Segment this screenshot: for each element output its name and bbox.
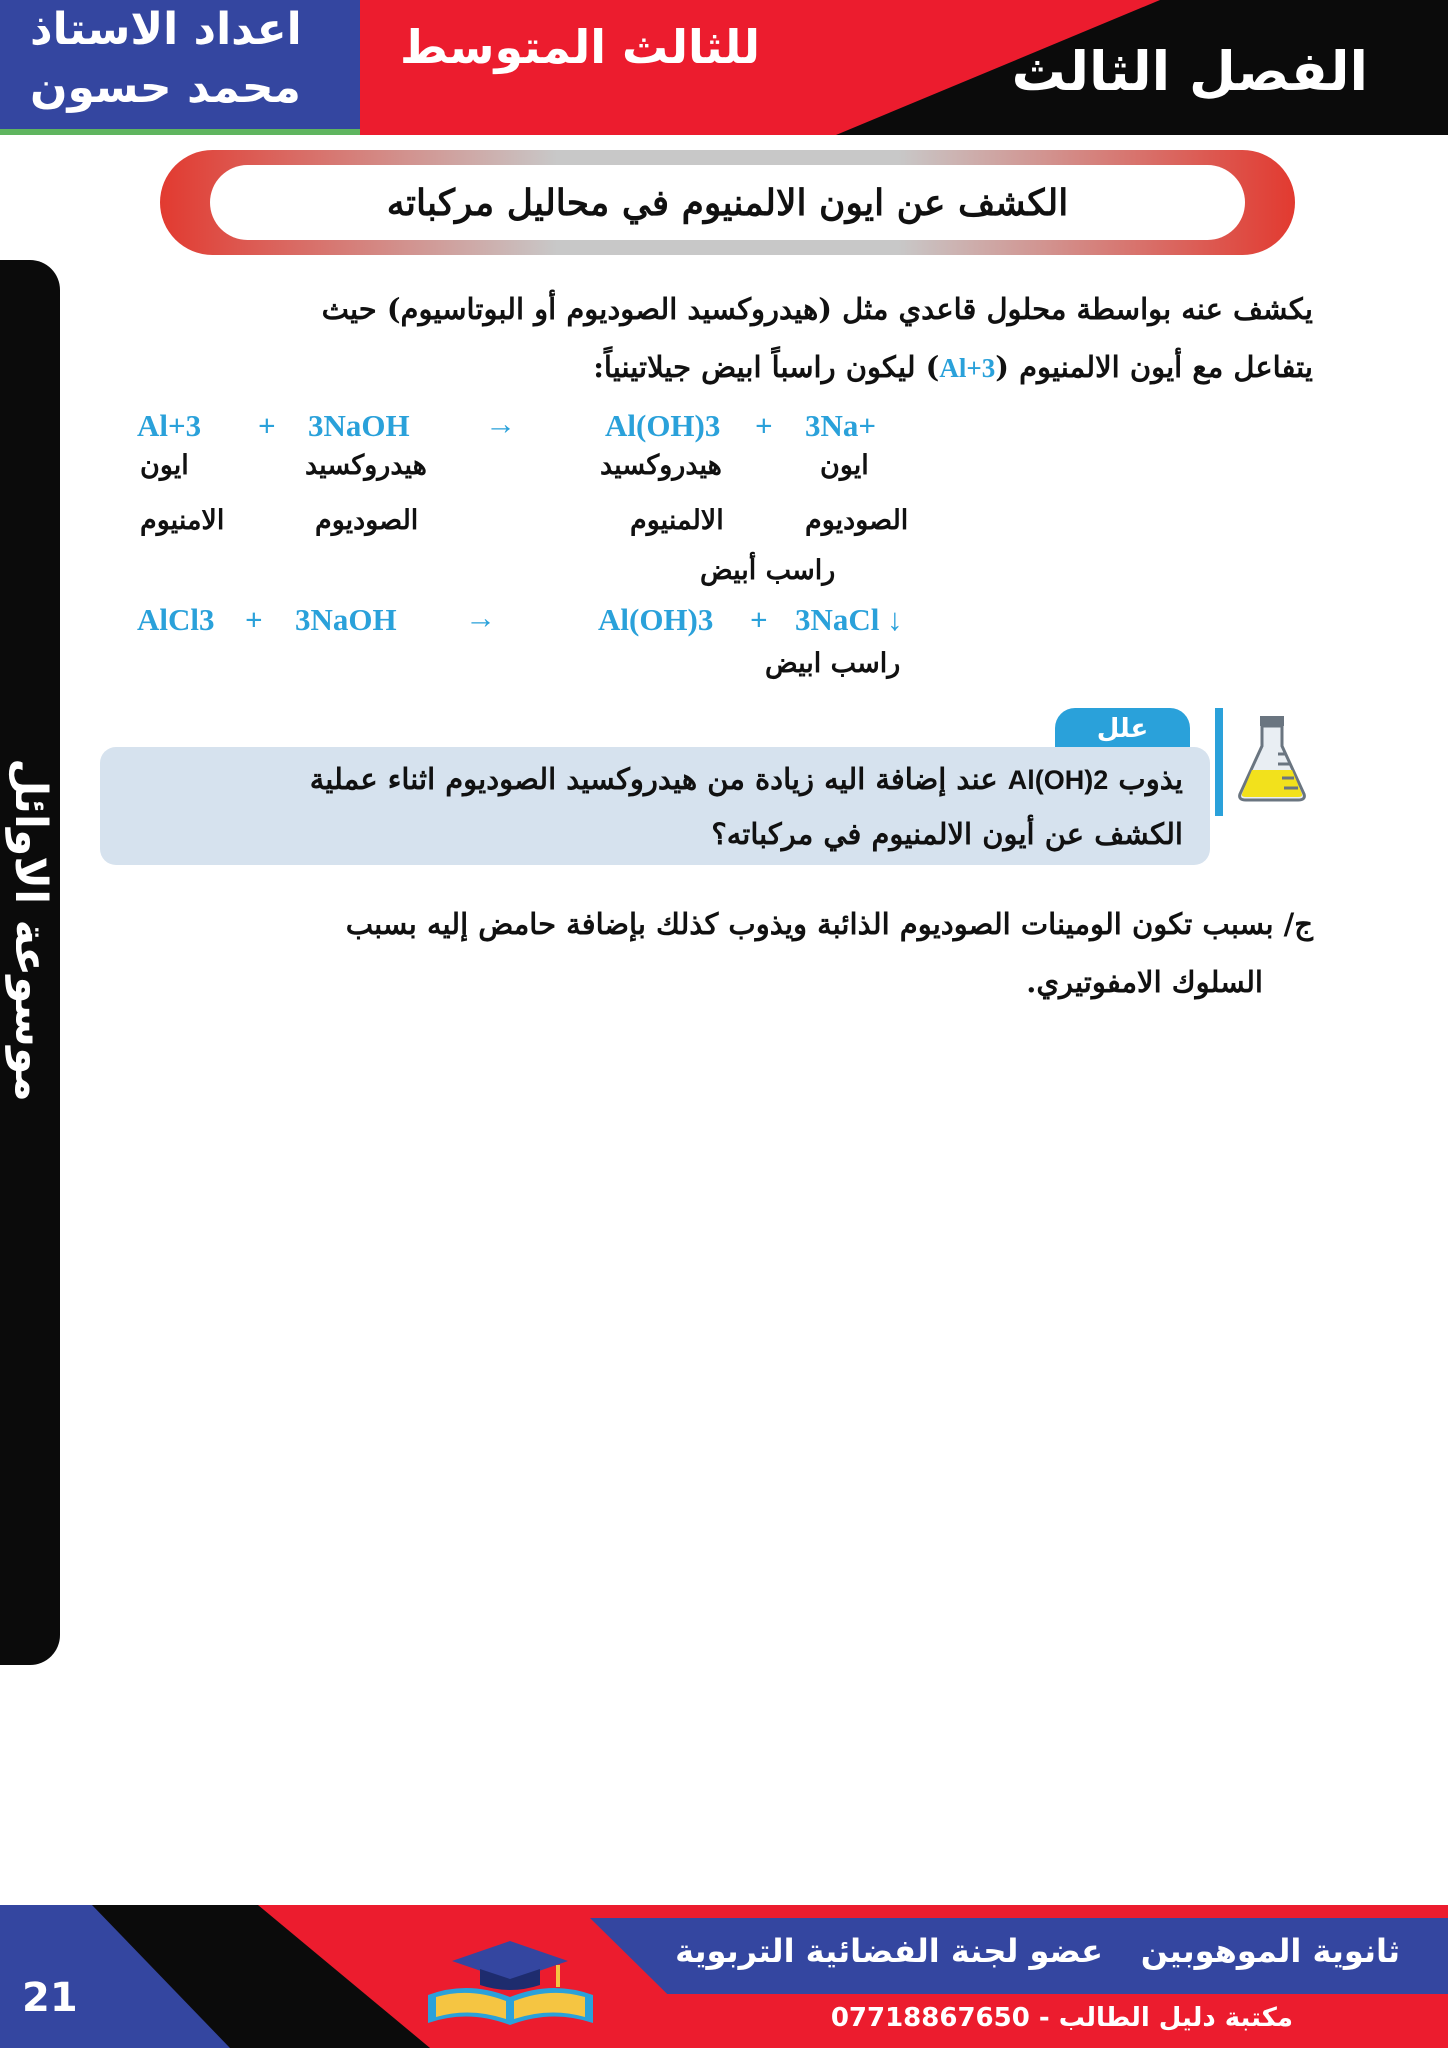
chapter-title: الفصل الثالث: [1011, 40, 1368, 103]
question-accent-bar: [1215, 708, 1223, 816]
grade-label: للثالث المتوسط: [400, 20, 761, 74]
eq1-plus1: +: [258, 408, 276, 443]
eq2-arrow: →: [465, 600, 496, 635]
eq2-precipitate: راسب ابيض: [765, 648, 901, 679]
answer-paragraph: [163, 895, 1313, 1011]
eq2-reactant2: 3NaOH: [295, 602, 397, 637]
page-title: الكشف عن ايون الالمنيوم في محاليل مركباته: [210, 165, 1245, 240]
intro-line2: [133, 338, 1313, 397]
eq1-label-r2b: الصوديوم: [315, 505, 419, 536]
author-line2: محمد حسون: [30, 62, 301, 113]
eq1-label-r1a: ايون: [140, 450, 189, 481]
footer-member: عضو لجنة الفضائية التربوية: [675, 1932, 1103, 1970]
eq1-label-p1a: هيدروكسيد: [600, 450, 722, 481]
intro-line2-before: يتفاعل مع أيون الالمنيوم (: [995, 350, 1313, 384]
eq1-label-p2a: ايون: [820, 450, 869, 481]
eq1-label-r1b: الامنيوم: [140, 505, 225, 536]
question-line1-after: عند إضافة اليه زيادة من هيدروكسيد الصوديوم اثناء عملية: [309, 762, 1008, 796]
eq2-product1: Al(OH)3: [598, 602, 714, 637]
question-text: [113, 752, 1183, 861]
eq1-arrow: →: [485, 406, 516, 441]
eq1-label-r2a: هيدروكسيد: [305, 450, 427, 481]
question-line2: الكشف عن أيون الالمنيوم في مركباته؟: [711, 817, 1183, 851]
question-tab: علل: [1055, 708, 1190, 750]
eq1-reactant2: 3NaOH: [308, 408, 410, 443]
eq1-reactant1: Al+3: [137, 408, 202, 443]
graduation-book-icon: [418, 1935, 603, 2035]
intro-formula: Al+3: [939, 353, 996, 383]
eq2-plus1: +: [245, 602, 263, 637]
eq1-precipitate: راسب أبيض: [700, 555, 836, 586]
page-number: 21: [22, 1975, 78, 2021]
flask-icon: [1232, 712, 1312, 802]
question-line1-before: يذوب: [1108, 762, 1183, 796]
question-line1: [113, 752, 1183, 807]
intro-line2-after: ) ليكون راسباً ابيض جيلاتينياً:: [593, 350, 940, 384]
question-formula: Al(OH)2: [1007, 765, 1109, 795]
eq2-product2: 3NaCl ↓: [795, 602, 903, 637]
eq1-plus2: +: [755, 408, 773, 443]
intro-line1: يكشف عنه بواسطة محلول قاعدي مثل (هيدروكسيد الصوديوم أو البوتاسيوم) حيث: [321, 292, 1313, 326]
footer-library: مكتبة دليل الطالب - 07718867650: [830, 2003, 1293, 2033]
eq1-label-p1b: الالمنيوم: [630, 505, 724, 536]
eq1-product1: Al(OH)3: [605, 408, 721, 443]
answer-line1: ج/ بسبب تكون الومينات الصوديوم الذائبة ويذوب كذلك بإضافة حامض إليه بسبب: [345, 907, 1313, 941]
footer-school: ثانوية الموهوبين: [1140, 1932, 1400, 1970]
eq2-plus2: +: [750, 602, 768, 637]
sidebar-text: موسوعة الاوائل: [5, 758, 56, 1102]
intro-paragraph: [133, 280, 1313, 397]
eq2-reactant1: AlCl3: [137, 602, 215, 637]
author-line1: اعداد الاستاذ: [30, 4, 302, 55]
eq1-product2: 3Na+: [805, 408, 877, 443]
answer-line2: السلوك الامفوتيري.: [1026, 965, 1263, 999]
eq1-label-p2b: الصوديوم: [805, 505, 909, 536]
